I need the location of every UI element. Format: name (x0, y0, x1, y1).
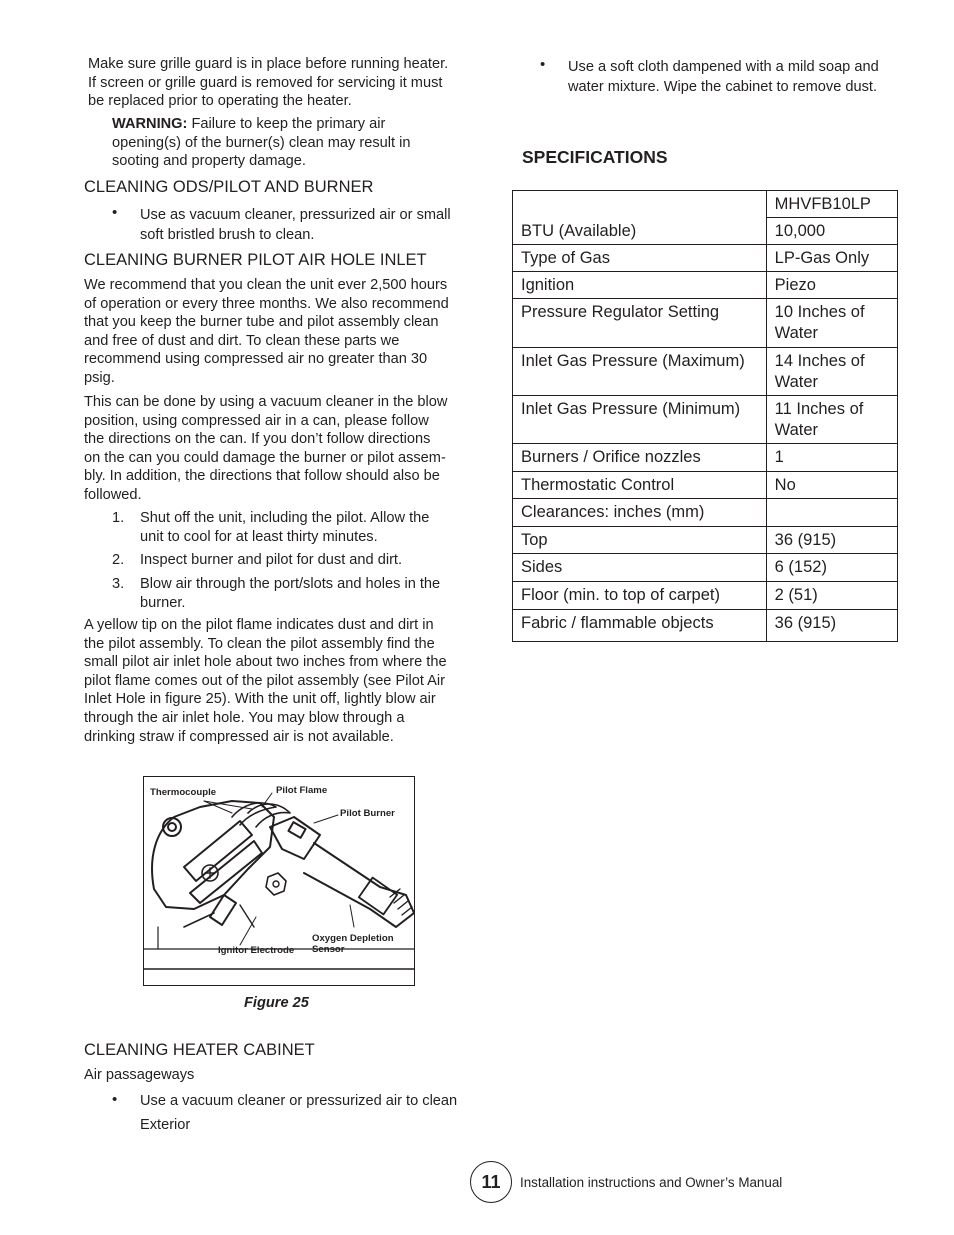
inlet-paragraph-1: We recommend that you clean the unit ever 2,500 hours of operation or every three months. We also recommend that you keep the burner tube and pilot assembly clean and free of dust and dirt. To clean these parts we recommend using compressed air no greater than 30 psig. (84, 277, 449, 386)
manual-title: Installation instructions and Owner’s Manual (520, 1175, 783, 1190)
spec-value-cell: 11 Inches of Water (766, 396, 897, 444)
spec-row (513, 610, 898, 642)
spec-row (513, 472, 898, 499)
spec-value-cell: 2 (51) (766, 582, 897, 610)
spec-value-cell: No (766, 472, 897, 499)
bullet-icon: • (112, 1091, 118, 1108)
spec-value-cell: 10 Inches of Water (766, 299, 897, 348)
figure-25-illustration (143, 776, 415, 986)
spec-value-cell: 36 (915) (766, 527, 897, 554)
pilot-paragraph: A yellow tip on the pilot flame indicates dust and dirt in the pilot assembly. To clean the pilot assembly find the small pilot air inlet hole about two inches from where the pilot flame comes out of the pilot assembly (see Pilot Air Inlet Hole in figure 25). With the unit off, lightly blow air through the air inlet hole. You may blow through a drinking straw if compressed air is not available. (84, 617, 447, 745)
thermocouple-label: Thermocouple (150, 787, 217, 798)
spec-label-cell: Top (513, 527, 767, 554)
spec-row (513, 499, 898, 527)
figure-caption: Figure 25 (244, 995, 309, 1011)
spec-value-cell: Piezo (766, 272, 897, 299)
spec-row (513, 554, 898, 582)
step-number: 1. (112, 510, 125, 526)
page-number: 11 (470, 1161, 512, 1203)
inlet-heading: CLEANING BURNER PILOT AIR HOLE INLET (84, 251, 427, 269)
cloth-bullet-text: Use a soft cloth dampened with a mild soap and water mixture. Wipe the cabinet to remove dust. (568, 59, 879, 95)
step-number: 2. (112, 552, 125, 568)
step-number: 3. (112, 576, 125, 592)
spec-label-cell: Pressure Regulator Setting (513, 299, 767, 348)
exterior-label: Exterior (140, 1117, 191, 1133)
specifications-table (512, 190, 898, 642)
cabinet-heading: CLEANING HEATER CABINET (84, 1041, 315, 1059)
spec-label-cell: BTU (Available) (513, 191, 767, 245)
inlet-paragraph-2: This can be done by using a vacuum cleaner in the blow position, using compressed air in a can, please follow the directions on the can. If you don’t follow directions on the can you could damage the burner or pilot assem- bly. In addition, the directions that follow should also be followed. (84, 394, 448, 503)
spec-label-cell: Ignition (513, 272, 767, 299)
warning-label: WARNING: (112, 116, 188, 132)
ignitor-electrode-label: Ignitor Electrode (218, 945, 295, 956)
ods-bullet-text: Use as vacuum cleaner, pressurized air or small soft bristled brush to clean. (140, 207, 451, 243)
ods-heading: CLEANING ODS/PILOT AND BURNER (84, 178, 374, 196)
bullet-icon: • (540, 56, 546, 73)
air-passageways-label: Air passageways (84, 1067, 195, 1083)
intro-paragraph: Make sure grille guard is in place before running heater. If screen or grille guard is removed for servicing it must be replaced prior to operating the heater. (88, 56, 449, 110)
spec-label-cell: Sides (513, 554, 767, 582)
spec-label-cell: Clearances: inches (mm) (513, 499, 767, 527)
cabinet-bullet-text: Use a vacuum cleaner or pressurized air to clean (140, 1093, 458, 1109)
step-text: Shut off the unit, including the pilot. Allow the unit to cool for at least thirty minutes. (140, 510, 430, 545)
spec-row (513, 348, 898, 396)
spec-label-cell: Type of Gas (513, 245, 767, 272)
spec-label-cell: Floor (min. to top of carpet) (513, 582, 767, 610)
spec-row (513, 272, 898, 299)
spec-value-cell: 6 (152) (766, 554, 897, 582)
spec-label-cell: Burners / Orifice nozzles (513, 444, 767, 472)
specifications-heading: SPECIFICATIONS (522, 147, 668, 167)
step-text: Inspect burner and pilot for dust and dirt. (140, 552, 403, 568)
spec-label-cell: Inlet Gas Pressure (Maximum) (513, 348, 767, 396)
pilot-flame-label: Pilot Flame (276, 785, 328, 796)
bullet-icon: • (112, 204, 118, 221)
spec-row (513, 527, 898, 554)
spec-row (513, 299, 898, 348)
spec-value-cell: 14 Inches of Water (766, 348, 897, 396)
pilot-burner-label: Pilot Burner (340, 808, 395, 819)
spec-value-cell: 10,000 (766, 218, 897, 245)
spec-value-cell: LP-Gas Only (766, 245, 897, 272)
spec-value-cell: 36 (915) (766, 610, 897, 642)
spec-value-cell: 1 (766, 444, 897, 472)
spec-label-cell: Thermostatic Control (513, 472, 767, 499)
spec-row (513, 245, 898, 272)
model-number-cell: MHVFB10LP (766, 191, 897, 218)
warning-note: WARNING: Failure to keep the primary air opening(s) of the burner(s) clean may result in sooting and property damage. (112, 116, 411, 170)
spec-label-cell: Fabric / flammable objects (513, 610, 767, 642)
spec-row (513, 396, 898, 444)
ods-label: Oxygen Depletion Sensor (312, 933, 394, 955)
spec-label-cell: Inlet Gas Pressure (Minimum) (513, 396, 767, 444)
spec-header-row (513, 191, 898, 218)
spec-value-cell (766, 499, 897, 527)
step-text: Blow air through the port/slots and holes in the burner. (140, 576, 441, 611)
spec-row (513, 444, 898, 472)
spec-row (513, 582, 898, 610)
